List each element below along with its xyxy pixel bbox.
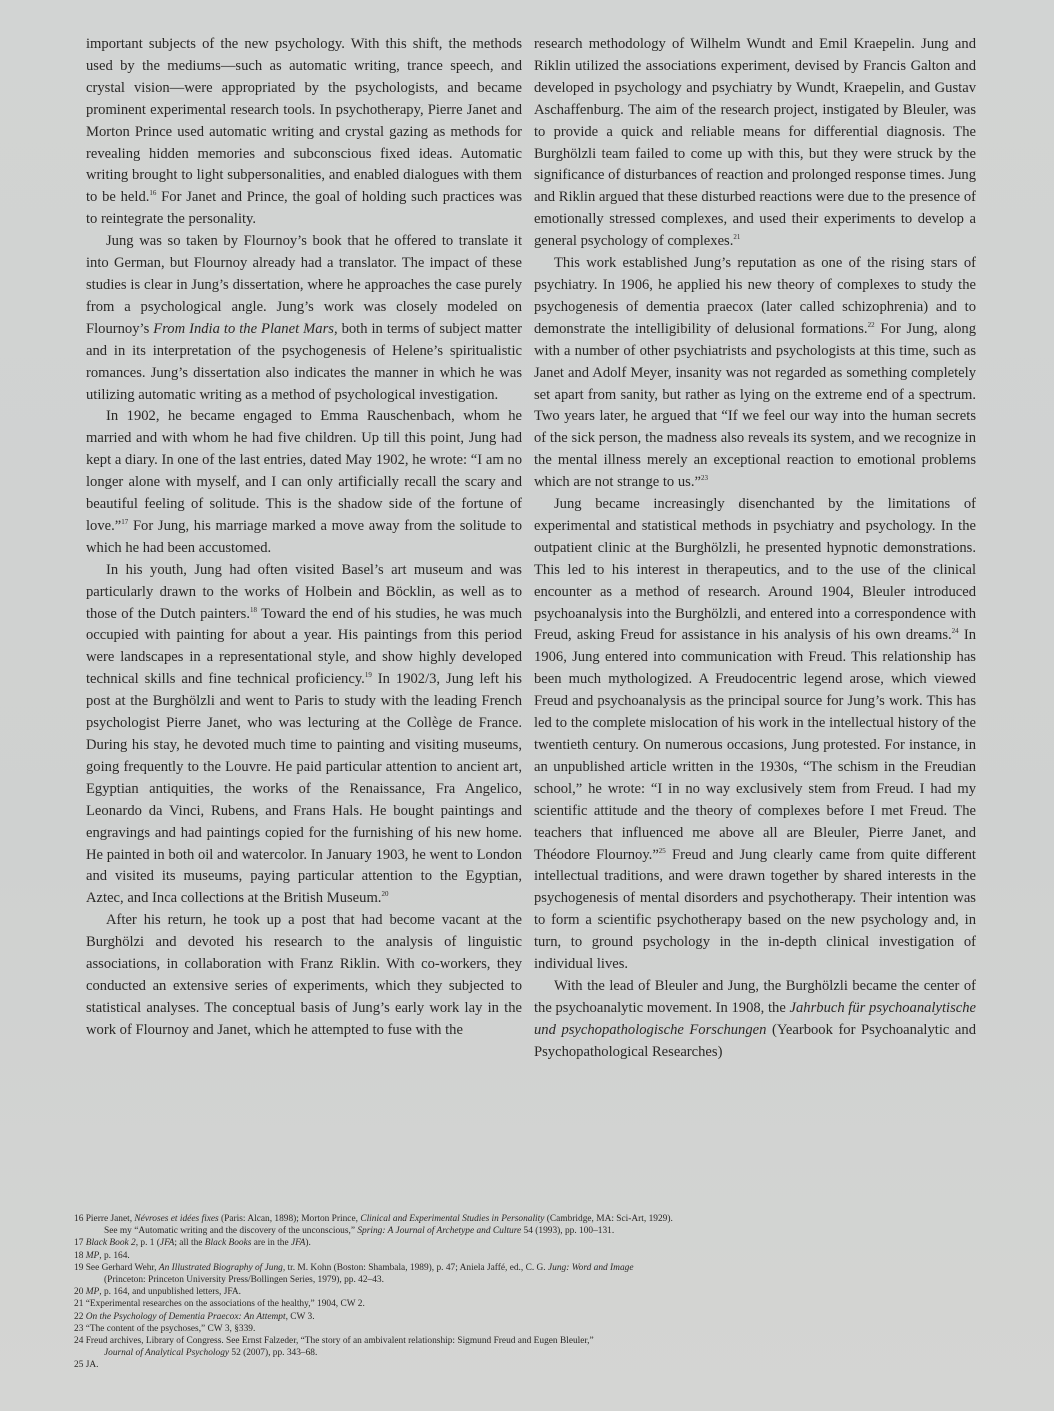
footnote-reference: 23 [700,474,708,483]
body-paragraph [534,494,976,976]
text-run: (Princeton: Princeton University Press/Bollingen Series, 1979), pp. 42–43. [104,1275,384,1286]
italic-title: From India to the Planet Mars [153,320,334,337]
right-text-column [534,34,976,1064]
footnote [74,1237,994,1249]
body-paragraph [534,34,976,253]
italic-title: Jahrbuch für psychoanalytische und psychopathologische Forschungen [534,999,977,1038]
text-run: 23 “The content of the psychoses,” CW 3, §339. [74,1323,256,1334]
text-run: ). [305,1238,311,1249]
footnote [74,1335,994,1359]
text-run: 19 See Gerhard Wehr, [74,1262,159,1273]
left-text-column [86,34,522,1042]
italic-title: MP [85,1250,100,1261]
text-run: 22 [74,1311,86,1322]
body-paragraph [86,560,522,911]
text-run: With the lead of Bleuler and Jung, the Burghölzli became the center of the psychoanalytic movement. In 1908, the [534,977,976,1016]
text-run: 21 “Experimental researches on the associations of the healthy,” 1904, CW 2. [74,1299,365,1310]
text-run: For Jung, along with a number of other psychiatrists and psychologists at this time, such as Janet and Adolf Meyer, insanity was not regarded as something completely set apart from sanity, but rather as lying on the extreme end of a spectrum. Two years later, he argued that “If we feel our way into the human secrets of the sick person, the madness also reveals its system, and we recognize in the mental illness merely an exceptional reaction to emotional problems which are not strange to us.” [534,320,977,491]
footnote [74,1359,994,1371]
body-paragraph [86,231,522,406]
text-run: After his return, he took up a post that had become vacant at the Burghölzi and devoted his research to the analysis of linguistic associations, in collaboration with Franz Riklin. With co-workers, they conducted an extensive series of experiments, which they subjected to statistical analyses. The conceptual basis of Jung’s early work lay in the work of Flournoy and Janet, which he attempted to fuse with the [86,912,522,1038]
text-run: Jung became increasingly disenchanted by the limitations of experimental and statistical methods in psychiatry and psychology. In the outpatient clinic at the Burghölzli, he presented hypnotic demonstrations. This led to his interest in therapeutics, and to the use of the clinical encounter as a method of research. Around 1904, Bleuler introduced psychoanalysis into the Burghölzli, and entered into a correspondence with Freud, asking Freud for assistance in his analysis of his own dreams. [534,496,976,644]
footnote-reference: 25 [658,846,666,855]
text-run: , p. 1 ( [135,1238,160,1249]
footnote [74,1250,994,1262]
text-run: In 1902/3, Jung left his post at the Burghölzli and went to Paris to study with the leading French psychologist Pierre Janet, who was lecturing at the Collège de France. During his stay, he devoted much time to painting and visiting museums, going frequently to the Louvre. He paid particular attention to ancient art, Egyptian antiquities, the works of the Renaissance, Fra Angelico, Leonardo da Vinci, Rubens, and Frans Hals. He bought paintings and engravings and had paintings copied for the furnishing of his new home. He painted in both oil and watercolor. In January 1903, he went to London and visited its museums, paying particular attention to the Egyptian, Aztec, and Inca collections at the British Museum. [86,671,522,907]
text-run: Toward the end of his studies, he was much occupied with painting for about a year. His paintings from this period were landscapes in a representational style, and show highly developed technical skills and fine technical proficiency. [86,605,522,688]
text-run: 18 [74,1250,86,1261]
italic-title: JFA [290,1238,306,1249]
text-run: 25 JA. [74,1360,99,1371]
text-run: , tr. M. Kohn (Boston: Shambala, 1989), p. 47; Aniela Jaffé, ed., C. G. [282,1262,548,1273]
text-run: This work established Jung’s reputation as one of the rising stars of psychiatry. In 1906, he applied his new theory of complexes to study the psychogenesis of dementia praecox (later called schizophrenia) and to demonstrate the intelligibility of delusional formations. [534,255,976,337]
text-run: , CW 3. [285,1311,315,1322]
footnote [74,1213,994,1237]
text-run: (Paris: Alcan, 1898); Morton Prince, [218,1214,361,1224]
text-run: See my “Automatic writing and the discovery of the unconscious,” [104,1226,358,1237]
text-run: , p. 164, and unpublished letters, JFA. [99,1287,242,1298]
footnote-reference: 21 [733,233,741,242]
text-run: For Jung, his marriage marked a move away from the solitude to which he had been accustomed. [86,517,522,556]
text-run: 16 Pierre Janet, [74,1214,135,1224]
italic-title: Black Books [204,1238,252,1249]
footnote [74,1262,994,1286]
footnotes [74,1213,994,1372]
body-paragraph [86,34,522,231]
footnote-reference: 22 [867,320,875,329]
italic-title: JFA [159,1238,175,1249]
body-paragraph [534,253,976,494]
text-run: ; all the [174,1238,205,1249]
text-run: Freud and Jung clearly came from quite different intellectual traditions, and were drawn together by shared interests in the psychogenesis of mental disorders and psychotherapy. Their intention was to form a scientific psychotherapy based on the new psychology and, in turn, to ground psychology in the in-depth clinical investigation of individual lives. [534,846,976,973]
text-run: 20 [74,1287,86,1298]
text-run: In 1902, he became engaged to Emma Rauschenbach, whom he married and with whom he had five children. Up till this point, Jung had kept a diary. In one of the last entries, dated May 1902, he wrote: “I am no longer alone with myself, and I can only artificially recall the scary and beautiful feeling of solitude. This is the shadow side of the fortune of love.” [86,408,522,534]
text-run: 52 (2007), pp. 343–68. [229,1348,318,1359]
italic-title: Spring: A Journal of Archetype and Culture [357,1226,522,1237]
footnote-continuation [74,1274,994,1286]
italic-title: MP [85,1287,100,1298]
footnote-reference: 18 [249,605,257,614]
footnote-reference: 20 [381,890,389,899]
italic-title: Névroses et idées fixes [134,1214,219,1224]
footnote [74,1323,994,1335]
text-run: , both in terms of subject matter and in its interpretation of the psychogenesis of Helene’s spiritualistic romances. Jung’s dissertation also indicates the manner in which he was utilizing automatic writing as a method of psychological investigation. [86,320,522,403]
text-run: For Janet and Prince, the goal of holding such practices was to reintegrate the personality. [86,189,522,228]
text-run: Jung was so taken by Flournoy’s book that he offered to translate it into German, but Flournoy already had a translator. The impact of these studies is clear in Jung’s dissertation, where he approaches the case purely from a psychological angle. Jung’s work was closely modeled on Flournoy’s [86,233,522,337]
footnote-reference: 16 [149,189,157,198]
italic-title: On the Psychology of Dementia Praecox: An Attempt [85,1311,286,1322]
footnote [74,1298,994,1310]
text-run: 54 (1993), pp. 100–131. [521,1226,615,1237]
text-run: In his youth, Jung had often visited Basel’s art museum and was particularly drawn to the works of Holbein and Böcklin, as well as to those of the Dutch painters. [86,561,522,622]
italic-title: Black Book 2 [85,1238,136,1249]
text-run: are in the [251,1238,291,1249]
footnote-continuation [74,1225,994,1237]
italic-title: Journal of Analytical Psychology [104,1348,230,1359]
footnote [74,1286,994,1298]
footnote-reference: 19 [364,671,372,680]
footnote-reference: 24 [951,627,959,636]
text-run: (Cambridge, MA: Sci-Art, 1929). [544,1214,673,1224]
text-run: 17 [74,1238,86,1249]
text-run: , p. 164. [99,1250,130,1261]
footnote [74,1311,994,1323]
text-run: (Yearbook for Psychoanalytic and Psychopathological Researches) [534,1021,976,1060]
italic-title: Clinical and Experimental Studies in Personality [360,1214,545,1224]
footnote-continuation [74,1347,994,1359]
italic-title: Jung: Word and Image [548,1262,634,1273]
text-run: important subjects of the new psychology. With this shift, the methods used by the mediums—such as automatic writing, trance speech, and crystal vision—were appropriated by the psychologists, and became prominent experimental research tools. In psychotherapy, Pierre Janet and Morton Prince used automatic writing and crystal gazing as methods for revealing hidden memories and subconscious fixed ideas. Automatic writing brought to light subpersonalities, and enabled dialogues with them to be held. [86,36,522,206]
text-run: research methodology of Wilhelm Wundt and Emil Kraepelin. Jung and Riklin utilized the associations experiment, devised by Francis Galton and developed in psychology and psychiatry by Wundt, Kraepelin, and Gustav Aschaffenburg. The aim of the research project, instigated by Bleuler, was to provide a quick and reliable means for differential diagnosis. The Burghölzli team failed to come up with this, but they were struck by the significance of disturbances of reaction and prolonged response times. Jung and Riklin argued that these disturbed reactions were due to the presence of emotionally stressed complexes, and used their experiments to develop a general psychology of complexes. [534,36,976,250]
text-run: 24 Freud archives, Library of Congress. See Ernst Falzeder, “The story of an ambivalent relationship: Sigmund Freud and Eugen Bleuler,” [74,1336,594,1347]
footnote-reference: 17 [121,518,129,527]
body-paragraph [86,910,522,1041]
text-run: In 1906, Jung entered into communication with Freud. This relationship has been much mythologized. A Freudocentric legend arose, which viewed Freud and psychoanalysis as the principal source for Jung’s work. This has led to the complete mislocation of his work in the intellectual history of the twentieth century. On numerous occasions, Jung protested. For instance, in an unpublished article written in the 1930s, “The schism in the Freudian school,” he wrote: “I in no way exclusively stem from Freud. I had my scientific attitude and the theory of complexes before I met Freud. The teachers that influenced me above all are Bleuler, Pierre Janet, and Théodore Flournoy.” [534,627,977,863]
italic-title: An Illustrated Biography of Jung [158,1262,283,1273]
body-paragraph [534,976,976,1064]
body-paragraph [86,406,522,559]
